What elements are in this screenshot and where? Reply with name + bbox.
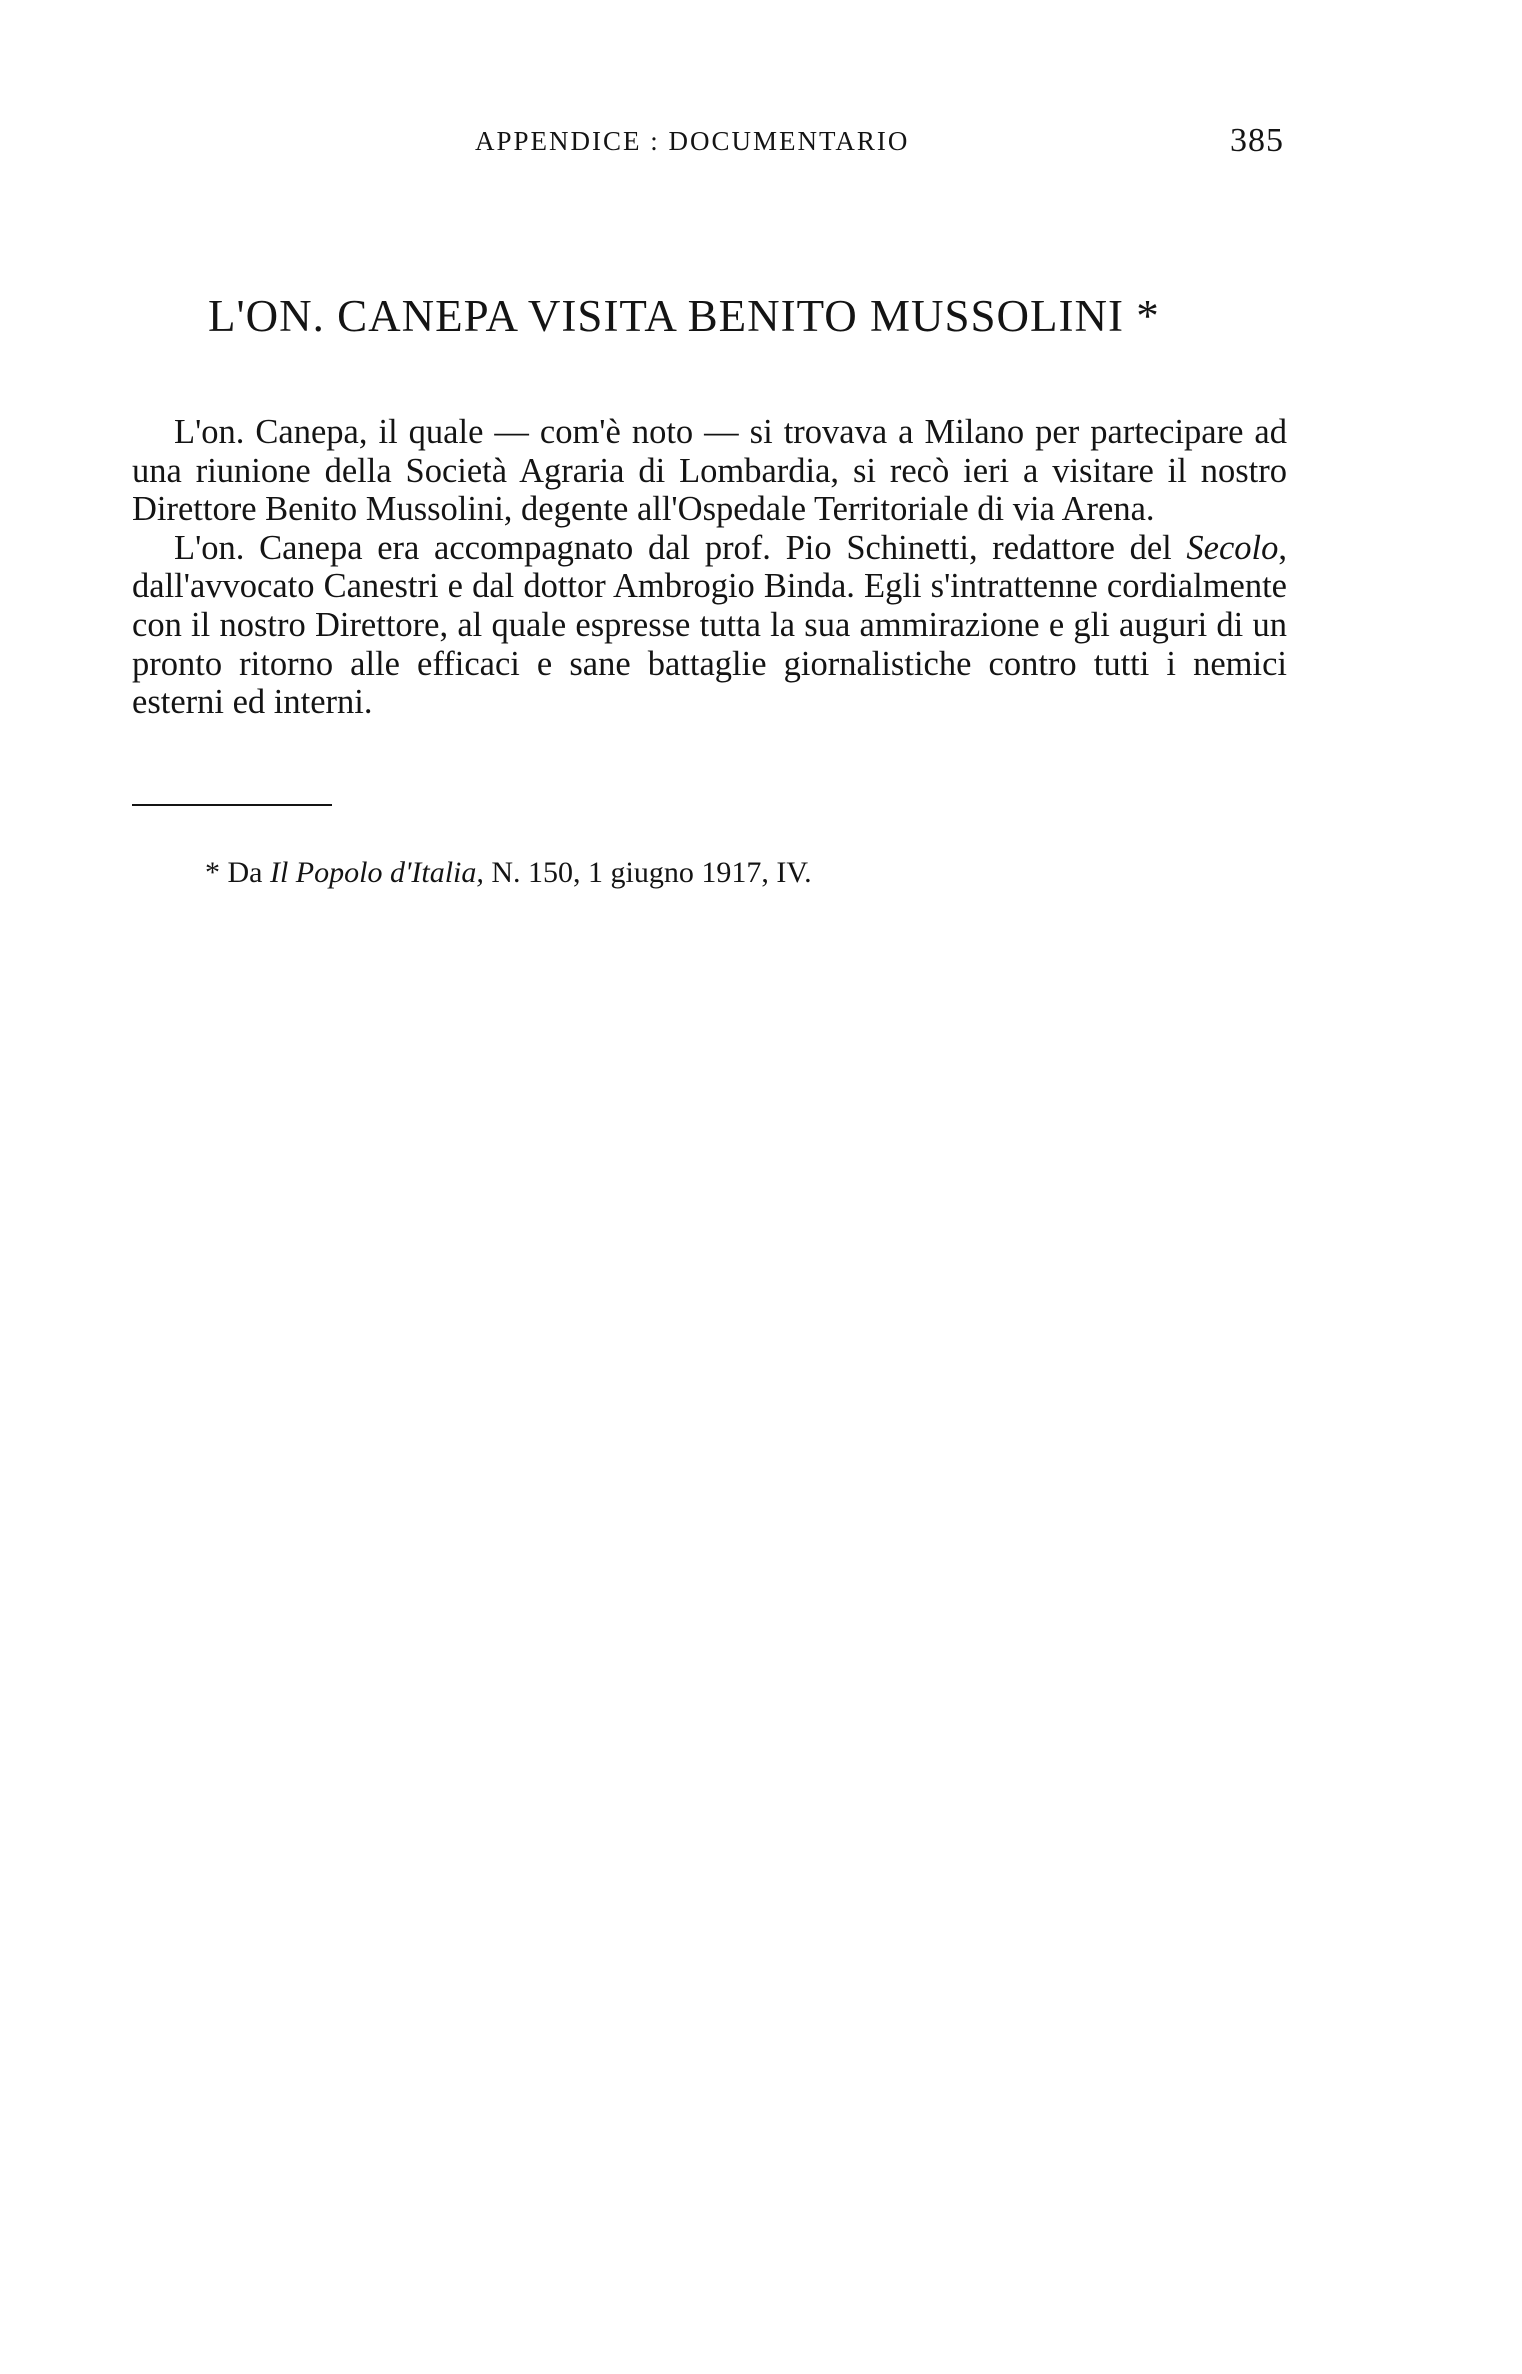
paragraph-1: L'on. Canepa, il quale — com'è noto — si trovava a Milano per partecipare ad una riunione della Società Agraria di Lombardia, si recò ieri a visitare il nostro Direttore Benito Mussolini, degente all'Ospedale Territoriale di via Arena. (132, 413, 1287, 529)
footnote-source-title: Il Popolo d'Italia, (269, 856, 484, 889)
footnote (205, 856, 812, 890)
article-body (132, 413, 1287, 722)
footnote-rule (132, 804, 332, 806)
paragraph-2-text-after: , dall'avvocato Canestri e dal dottor Ambrogio Binda. Egli s'intrattenne cordialmente con il nostro Direttore, al quale espresse tutta la sua ammirazione e gli auguri di un pronto ritorno alle efficaci e sane battaglie giornalistiche contro tutti i nemici esterni ed interni. (132, 528, 1287, 722)
running-head: APPENDICE : DOCUMENTARIO (475, 126, 910, 156)
page-number: 385 (1230, 122, 1284, 159)
paragraph-2-text-before: L'on. Canepa era accompagnato dal prof. Pio Schinetti, redattore del (174, 528, 1187, 567)
footnote-prefix: * Da (205, 856, 270, 889)
paragraph-2 (132, 529, 1287, 722)
footnote-suffix: N. 150, 1 giugno 1917, IV. (483, 856, 812, 889)
newspaper-title-secolo: Secolo (1186, 528, 1279, 567)
article-title: L'ON. CANEPA VISITA BENITO MUSSOLINI * (208, 291, 1160, 341)
